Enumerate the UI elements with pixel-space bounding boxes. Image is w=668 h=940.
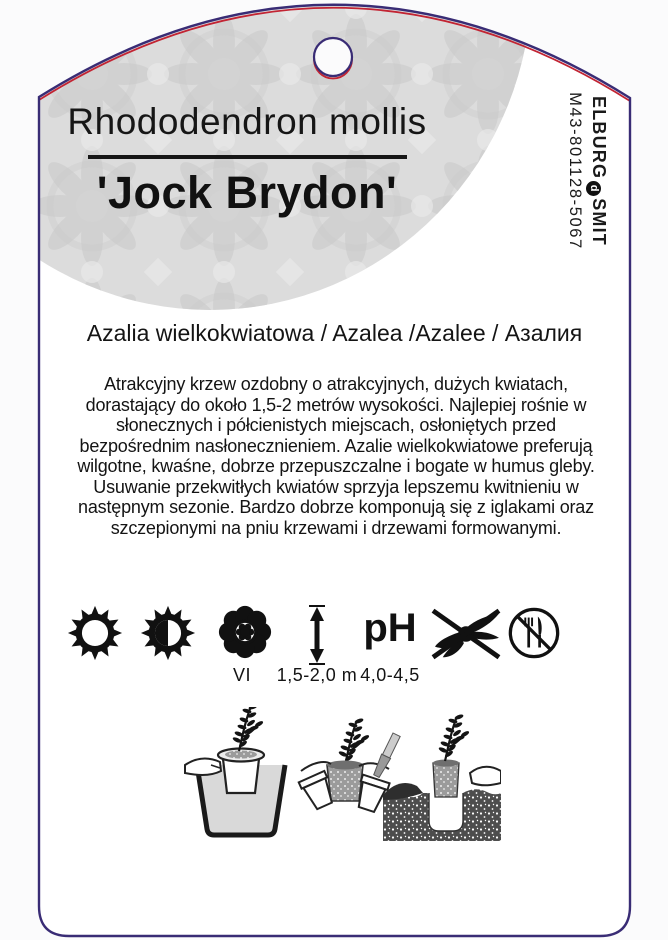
not-edible-icon — [506, 605, 562, 661]
cultivar-title: 'Jock Brydon' — [96, 167, 398, 218]
soak-rootball-pictogram — [185, 707, 285, 835]
no-pruning-icon — [427, 601, 505, 665]
flower-bloom-icon — [216, 603, 274, 661]
producer-logo-icon: d — [586, 181, 601, 196]
plant-in-ground-pictogram — [372, 714, 501, 841]
trowel-icon — [372, 733, 401, 779]
partial-shade-icon — [139, 604, 197, 662]
producer-code-block — [564, 84, 610, 258]
ph-value: 4,0-4,5 — [360, 665, 420, 685]
height-value: 1,5-2,0 m — [276, 665, 358, 685]
title-divider — [88, 155, 407, 159]
product-code: M43-801128-5067 — [566, 92, 584, 250]
bloom-month-value: VI — [232, 665, 251, 685]
hang-hole — [314, 38, 352, 79]
full-sun-icon — [66, 604, 124, 662]
genus-title: Rhododendron mollis — [67, 101, 427, 142]
common-names: Azalia wielkokwiatowa / Azalea /Azalee / Азалия — [86, 320, 583, 346]
ph-label: pH — [363, 606, 417, 650]
height-arrow-icon — [306, 604, 328, 666]
remove-pot-pictogram — [299, 718, 390, 814]
producer-name: ELBURGdSMIT — [588, 96, 609, 246]
planting-pictograms — [183, 707, 501, 843]
description-text: Atrakcyjny krzew ozdobny o atrakcyjnych, dużych kwiatach, dorastający do około 1,5-2 metrów wysokości. Najlepiej rośnie w słonecznych i półcienistych miejscach, osłoniętych przed bezpośrednim nasłonecznieniem. Azalie wielkokwiatowe preferują wilgotne, kwaśne, dobrze przepuszczalne i bogate w humus gleby. Usuwanie przekwitłych kwiatów sprzyja lepszemu kwitnieniu w następnym sezonie. Bardzo dobrze komponują się z iglakami oraz szczepionymi na pniu krzewami i drzewami formowanymi. — [77, 374, 595, 538]
